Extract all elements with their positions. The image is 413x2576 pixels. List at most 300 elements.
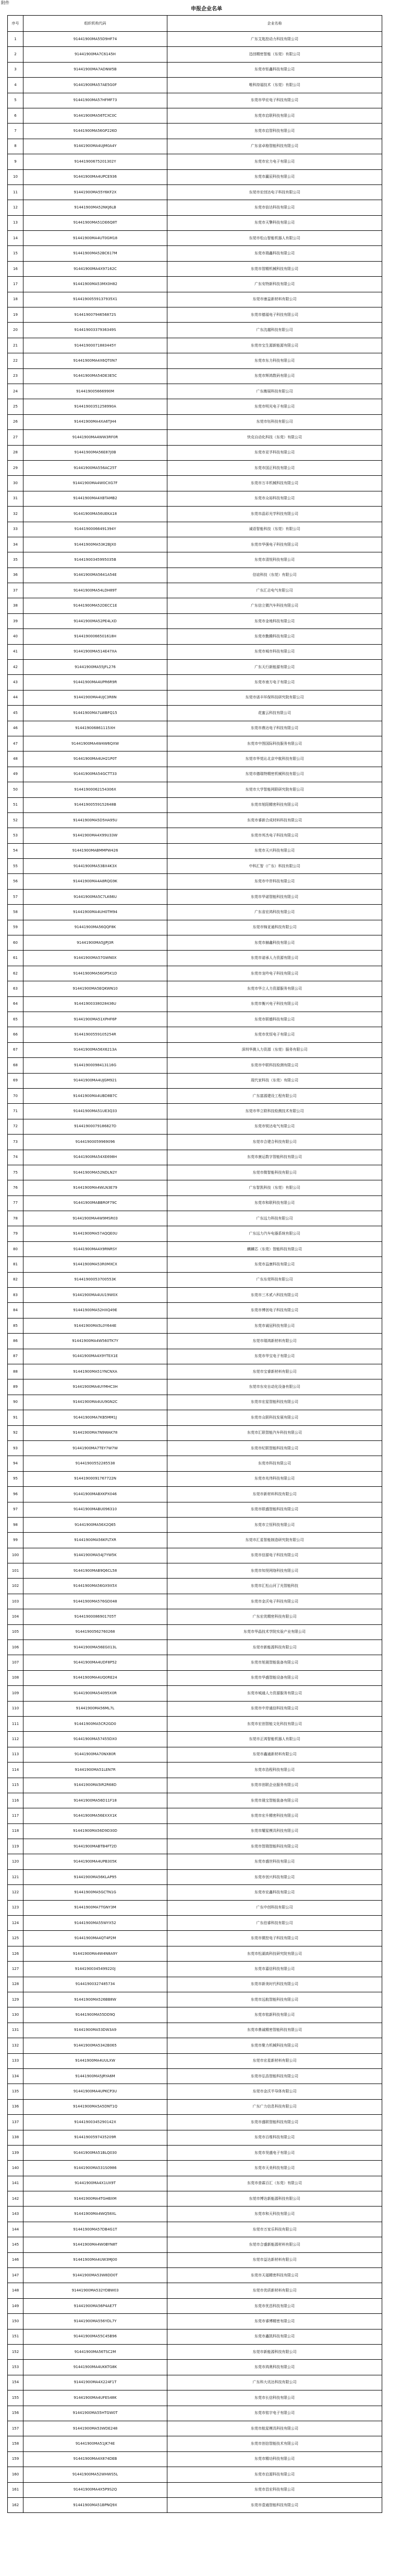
row-index: 19 xyxy=(8,307,23,323)
row-index: 28 xyxy=(8,445,23,460)
row-org-code: 91441900MA556YDL7Y xyxy=(23,2314,167,2329)
row-org-code: 91441900MA576GD048 xyxy=(23,1594,167,1609)
row-index: 74 xyxy=(8,1150,23,1165)
row-org-code: 91441900MA56D9D30D xyxy=(23,1823,167,1839)
table-row xyxy=(8,139,382,154)
table-row xyxy=(8,1379,382,1395)
row-org-code: 91441900MA52BC617M xyxy=(23,246,167,261)
row-org-code: 91441900MA56EG013L xyxy=(23,1640,167,1655)
table-row xyxy=(8,1533,382,1548)
row-index: 42 xyxy=(8,660,23,675)
row-index: 55 xyxy=(8,859,23,874)
table-body xyxy=(8,32,382,2513)
row-index: 92 xyxy=(8,1425,23,1440)
row-company-name: 东莞市新能源科技有限公司 xyxy=(167,2344,382,2359)
row-org-code: 91441900MA4UJC3R8N xyxy=(23,690,167,705)
row-company-name: 东莞市新材料科技有限公司 xyxy=(167,1487,382,1502)
table-row xyxy=(8,1195,382,1211)
row-org-code: 91441900MA5GCTN1G xyxy=(23,1885,167,1900)
row-company-name: 东莞市赢辰科技有限公司 xyxy=(167,169,382,184)
row-index: 136 xyxy=(8,2099,23,2114)
row-org-code: 91441900MA56GP226D xyxy=(23,124,167,139)
row-org-code: 91441900MA5641A54E xyxy=(23,568,167,583)
table-row xyxy=(8,644,382,659)
row-index: 22 xyxy=(8,353,23,368)
row-company-name: 东莞市长信科技有限公司 xyxy=(167,2390,382,2406)
row-org-code: 91441900MA4QT4P2M xyxy=(23,1931,167,1946)
row-index: 13 xyxy=(8,215,23,230)
row-org-code: 91441900MA4UBD8B7C xyxy=(23,1088,167,1103)
table-row xyxy=(8,2207,382,2222)
row-org-code: 91441900MA5CR2GD0 xyxy=(23,1716,167,1731)
row-org-code: 91441900066491394Y xyxy=(23,522,167,537)
row-index: 137 xyxy=(8,2115,23,2130)
row-index: 105 xyxy=(8,1624,23,1640)
row-company-name: 东莞市宝睿新材料有限公司 xyxy=(167,1364,382,1379)
row-index: 157 xyxy=(8,2421,23,2436)
table-row xyxy=(8,1563,382,1579)
table-row xyxy=(8,537,382,552)
row-company-name: 东莞市鸿奥科技有限公司 xyxy=(167,2360,382,2375)
row-index: 86 xyxy=(8,1334,23,1349)
row-index: 9 xyxy=(8,154,23,169)
table-row xyxy=(8,1900,382,1915)
row-org-code: 91441900MA4WW3RF0R xyxy=(23,430,167,445)
table-row xyxy=(8,1502,382,1517)
row-company-name: 东莞市瑞鑫科技有限公司 xyxy=(167,246,382,261)
row-index: 101 xyxy=(8,1563,23,1579)
row-index: 141 xyxy=(8,2176,23,2191)
table-row xyxy=(8,1624,382,1640)
row-org-code: 91441900MA53R0MXCX xyxy=(23,1257,167,1272)
row-index: 112 xyxy=(8,1732,23,1747)
row-company-name: 东莞市清悦科技有限公司 xyxy=(167,552,382,568)
table-row xyxy=(8,1946,382,1961)
row-index: 51 xyxy=(8,797,23,812)
row-org-code: 91441900337936349S xyxy=(23,323,167,338)
row-index: 47 xyxy=(8,736,23,751)
row-index: 17 xyxy=(8,277,23,292)
row-org-code: 91441900MA56X2Q65 xyxy=(23,1517,167,1532)
row-company-name: 东莞市新能源科技有限公司 xyxy=(167,1640,382,1655)
row-org-code: 91441900MA4A8RQG9K xyxy=(23,874,167,889)
row-index: 48 xyxy=(8,751,23,767)
table-row xyxy=(8,706,382,721)
table-row xyxy=(8,721,382,736)
table-row xyxy=(8,1487,382,1502)
row-org-code: 91441900MA5A5DNT1Q xyxy=(23,2099,167,2114)
row-index: 81 xyxy=(8,1257,23,1272)
table-row xyxy=(8,2390,382,2406)
row-index: 111 xyxy=(8,1716,23,1731)
row-index: 40 xyxy=(8,629,23,644)
header-org-code: 组织机构代码 xyxy=(23,16,167,32)
row-org-code: 91441900MA51JK74E xyxy=(23,2436,167,2451)
table-row xyxy=(8,996,382,1012)
table-row xyxy=(8,1548,382,1563)
row-index: 83 xyxy=(8,1288,23,1303)
table-row xyxy=(8,1318,382,1333)
row-company-name: 快克自动化科技（东莞）有限公司 xyxy=(167,430,382,445)
row-index: 93 xyxy=(8,1440,23,1456)
table-row xyxy=(8,277,382,292)
table-row xyxy=(8,292,382,307)
row-index: 115 xyxy=(8,1778,23,1793)
row-org-code: 91441900MA57DB4G1T xyxy=(23,2222,167,2237)
row-index: 156 xyxy=(8,2406,23,2421)
table-row xyxy=(8,32,382,47)
row-index: 91 xyxy=(8,1410,23,1425)
row-org-code: 91441900MA4UJM0A4Y xyxy=(23,139,167,154)
row-index: 143 xyxy=(8,2207,23,2222)
row-company-name: 东莞市德瑞特精密机械科技有限公司 xyxy=(167,767,382,782)
row-index: 73 xyxy=(8,1135,23,1150)
row-org-code: 91441900MA4UPCE936 xyxy=(23,169,167,184)
row-org-code: 91441900053700553K xyxy=(23,1272,167,1287)
row-company-name: 东莞市优恒电子有限公司 xyxy=(167,1027,382,1042)
row-org-code: 91441900MABMMPW426 xyxy=(23,843,167,858)
row-index: 107 xyxy=(8,1655,23,1670)
row-org-code: 91441900MA55HTGW0T xyxy=(23,2406,167,2421)
row-index: 60 xyxy=(8,935,23,951)
row-org-code: 91441900MA51XPHF6P xyxy=(23,1012,167,1027)
row-company-name: 东莞市知昊网络科技有限公司 xyxy=(167,1563,382,1579)
table-row xyxy=(8,1364,382,1379)
row-index: 7 xyxy=(8,124,23,139)
row-company-name: 东莞市康运数字智能科技有限公司 xyxy=(167,1150,382,1165)
table-row xyxy=(8,1395,382,1410)
row-company-name: 东莞市昌宏科技有限公司 xyxy=(167,2482,382,2497)
row-company-name: 东莞市汇星智能制造研究院有限公司 xyxy=(167,1533,382,1548)
table-row xyxy=(8,1517,382,1532)
row-index: 41 xyxy=(8,644,23,659)
table-row xyxy=(8,1042,382,1057)
row-org-code: 91441900MABXKPX046 xyxy=(23,1487,167,1502)
table-row xyxy=(8,491,382,506)
row-index: 117 xyxy=(8,1808,23,1823)
row-index: 125 xyxy=(8,1931,23,1946)
row-org-code: 91441900MA4UU19W0X xyxy=(23,1288,167,1303)
row-company-name: 东莞市瑞鸿新材料有限公司 xyxy=(167,1334,382,1349)
row-company-name: 东莞市壹通智能科技有限公司 xyxy=(167,2497,382,2512)
table-row xyxy=(8,93,382,108)
row-index: 97 xyxy=(8,1502,23,1517)
row-company-name: 广东远力汽车电器系统有限公司 xyxy=(167,1226,382,1241)
row-company-name: 东莞市鑫凯科技有限公司 xyxy=(167,2329,382,2344)
row-org-code: 91441900MA56E87J0B xyxy=(23,445,167,460)
table-row xyxy=(8,108,382,123)
table-row xyxy=(8,2421,382,2436)
row-company-name: 东莞市南方电子有限公司 xyxy=(167,675,382,690)
row-company-name: 中科汇智（广东）科技有限公司 xyxy=(167,859,382,874)
row-index: 37 xyxy=(8,583,23,598)
row-company-name: 东莞市大学智能网联研究院有限公司 xyxy=(167,782,382,797)
row-company-name: 东莞市微控电子科技有限公司 xyxy=(167,1931,382,1946)
row-org-code: 91441900MA7C6145H xyxy=(23,47,167,62)
row-company-name: 东莞市辉鸿数码有限公司 xyxy=(167,368,382,384)
row-index: 12 xyxy=(8,200,23,215)
table-row xyxy=(8,1701,382,1716)
row-org-code: 91441900MA56EXXX1K xyxy=(23,1808,167,1823)
row-company-name: 东莞市康益新材料有限公司 xyxy=(167,292,382,307)
row-index: 148 xyxy=(8,2283,23,2298)
row-company-name: 花蜜云科技有限公司 xyxy=(167,706,382,721)
row-org-code: 91441900MA54XE698H xyxy=(23,1150,167,1165)
row-index: 85 xyxy=(8,1318,23,1333)
row-company-name: 东莞市华立联科技检测技术有限公司 xyxy=(167,1104,382,1119)
row-index: 71 xyxy=(8,1104,23,1119)
row-index: 102 xyxy=(8,1579,23,1594)
row-index: 53 xyxy=(8,828,23,843)
table-row xyxy=(8,47,382,62)
table-row xyxy=(8,2298,382,2313)
table-row xyxy=(8,2084,382,2099)
row-company-name: 东莞市鼎诚精密智能科技有限公司 xyxy=(167,2023,382,2038)
row-org-code: 91441900MA51BLQ030 xyxy=(23,2145,167,2160)
table-row xyxy=(8,476,382,491)
row-org-code: 91441900MA54GCTT33 xyxy=(23,767,167,782)
row-company-name: 东莞市启源科技有限公司 xyxy=(167,2467,382,2482)
table-row xyxy=(8,445,382,460)
row-org-code: 914419005666990M xyxy=(23,384,167,399)
row-index: 65 xyxy=(8,1012,23,1027)
row-company-name: 唯科持福技术（东莞）有限公司 xyxy=(167,78,382,93)
company-table xyxy=(7,15,382,2513)
row-org-code: 91441900MA4UH0TM94 xyxy=(23,905,167,920)
row-company-name: 东莞市远航智能科技有限公司 xyxy=(167,1992,382,2007)
row-company-name: 东莞市优昌科技有限公司 xyxy=(167,2298,382,2313)
table-row xyxy=(8,368,382,384)
row-org-code: 91441900MA7KB5MM1J xyxy=(23,1410,167,1425)
row-index: 66 xyxy=(8,1027,23,1042)
row-company-name: 东莞市宏创达电子科技有限公司 xyxy=(167,184,382,200)
row-org-code: 91441900MA7N9WAK78 xyxy=(23,1425,167,1440)
table-row xyxy=(8,78,382,93)
table-row xyxy=(8,828,382,843)
row-company-name: 东莞市精功科技有限公司 xyxy=(167,2451,382,2467)
row-index: 44 xyxy=(8,690,23,705)
row-company-name: 东莞市信源电子科技有限公司 xyxy=(167,1548,382,1563)
row-index: 61 xyxy=(8,951,23,966)
row-org-code: 91441900MA5JJPJ3R xyxy=(23,935,167,951)
table-row xyxy=(8,1609,382,1624)
table-row xyxy=(8,2467,382,2482)
row-company-name: 东莞市兆伟科技有限公司 xyxy=(167,1471,382,1486)
row-company-name: 东莞市优质新材料有限公司 xyxy=(167,2283,382,2298)
row-company-name: 东莞市华晶技术学院实验产业有限公司 xyxy=(167,1624,382,1640)
row-org-code: 91441900091767722N xyxy=(23,1471,167,1486)
table-row xyxy=(8,1992,382,2007)
row-index: 70 xyxy=(8,1088,23,1103)
row-org-code: 91441900MA4UDF8P52 xyxy=(23,1655,167,1670)
table-row xyxy=(8,1732,382,1747)
table-row xyxy=(8,1640,382,1655)
row-org-code: 91441900MA532YDBW03 xyxy=(23,2283,167,2298)
attachment-label: 附件 xyxy=(1,1,9,5)
row-index: 116 xyxy=(8,1793,23,1808)
row-company-name: 东莞市旭晟智能装备有限公司 xyxy=(167,1655,382,1670)
table-row xyxy=(8,1349,382,1364)
row-index: 76 xyxy=(8,1180,23,1195)
row-company-name: 东莞市宏星新材料有限公司 xyxy=(167,2053,382,2068)
row-company-name: 东莞市智瑞智能科技有限公司 xyxy=(167,1839,382,1854)
row-index: 94 xyxy=(8,1456,23,1471)
row-org-code: 91441900MA52WHWS5L xyxy=(23,2467,167,2482)
row-company-name: 东莞市华诺智能科技有限公司 xyxy=(167,889,382,904)
table-row xyxy=(8,1823,382,1839)
row-company-name: 东莞市睿新合成材料科技有限公司 xyxy=(167,812,382,828)
row-org-code: 91441900MA4UPR6R9R xyxy=(23,675,167,690)
row-company-name: 东莞市中联科技检测有限公司 xyxy=(167,1058,382,1073)
row-org-code: 91441900066501618H xyxy=(23,629,167,644)
row-org-code: 91441900MA4X9YTEX1E xyxy=(23,1349,167,1364)
row-org-code: 91441900MA5JRYA6M xyxy=(23,2068,167,2084)
row-org-code: 91441900MA4UQ0RE24 xyxy=(23,1670,167,1685)
row-index: 88 xyxy=(8,1364,23,1379)
row-company-name: 东莞市聚力机械科技有限公司 xyxy=(167,2038,382,2053)
row-org-code: 91441900MA55JFL276 xyxy=(23,660,167,675)
row-company-name: 东莞市晶彩光学科技有限公司 xyxy=(167,507,382,522)
row-index: 11 xyxy=(8,184,23,200)
row-company-name: 广东天行新能源有限公司 xyxy=(167,660,382,675)
row-company-name: 东莞市邦杰电子科技有限公司 xyxy=(167,828,382,843)
row-company-name: 东莞市衡兴电子科技有限公司 xyxy=(167,996,382,1012)
row-org-code: 91441900MA4UJGM921 xyxy=(23,1073,167,1088)
row-company-name: 东莞市华宝电子有限公司 xyxy=(167,1349,382,1364)
table-row xyxy=(8,1058,382,1073)
row-company-name: 东莞市赫鑫科技有限公司 xyxy=(167,935,382,951)
table-row xyxy=(8,1135,382,1150)
table-row xyxy=(8,1272,382,1287)
row-company-name: 东莞市博达新能源科技有限公司 xyxy=(167,2191,382,2207)
table-row xyxy=(8,307,382,323)
table-row xyxy=(8,920,382,935)
row-org-code: 91441900MA7ADNW5B xyxy=(23,62,167,77)
row-company-name: 东莞市益达新材料有限公司 xyxy=(167,2252,382,2267)
row-index: 54 xyxy=(8,843,23,858)
table-row xyxy=(8,2375,382,2390)
row-org-code: 91441900MA51YNCNXA xyxy=(23,1364,167,1379)
row-org-code: 91441900MA5IR2R68D xyxy=(23,1778,167,1793)
row-index: 45 xyxy=(8,706,23,721)
row-org-code: 914419006861115XH xyxy=(23,721,167,736)
row-org-code: 91441900MA56D11F18 xyxy=(23,1793,167,1808)
table-row xyxy=(8,1977,382,1992)
row-index: 46 xyxy=(8,721,23,736)
table-row xyxy=(8,552,382,568)
row-org-code: 91441900MA4UULXW xyxy=(23,2053,167,2068)
row-index: 20 xyxy=(8,323,23,338)
row-index: 6 xyxy=(8,108,23,123)
row-index: 100 xyxy=(8,1548,23,1563)
table-row xyxy=(8,1012,382,1027)
row-org-code: 91441900MA56TSC2M xyxy=(23,2344,167,2359)
row-company-name: 广东智凯科技（东莞）有限公司 xyxy=(167,1180,382,1195)
row-company-name: 东莞市锐达电气有限公司 xyxy=(167,1119,382,1134)
row-company-name: 东莞市华莞沁北京中航科技有限公司 xyxy=(167,751,382,767)
row-org-code: 91441900MA4X1UX9T xyxy=(23,2176,167,2191)
row-org-code: 91441900MA4X9RNRSY xyxy=(23,1241,167,1256)
page-title: 申报企业名单 xyxy=(191,6,222,12)
row-org-code: 91441900MA56KFLTXR xyxy=(23,1533,167,1548)
row-org-code: 91441900MA51UE3Q33 xyxy=(23,1104,167,1119)
row-company-name: 东莞市中岸科技有限公司 xyxy=(167,874,382,889)
row-company-name: 东莞市亚孚科技有限公司 xyxy=(167,445,382,460)
row-index: 124 xyxy=(8,1916,23,1931)
row-company-name: 东莞市鑫通新材料有限公司 xyxy=(167,1747,382,1762)
row-index: 24 xyxy=(8,384,23,399)
table-row xyxy=(8,2283,382,2298)
row-index: 79 xyxy=(8,1226,23,1241)
row-company-name: 东莞市钰科技有限公司 xyxy=(167,414,382,429)
row-org-code: 91441900MA526BB8W xyxy=(23,1992,167,2007)
row-org-code: 91441900MA556AC25T xyxy=(23,460,167,475)
table-row xyxy=(8,568,382,583)
row-index: 162 xyxy=(8,2497,23,2512)
row-index: 30 xyxy=(8,476,23,491)
table-row xyxy=(8,1471,382,1486)
row-org-code: 91441900559152648B xyxy=(23,797,167,812)
row-org-code: 91441900MA54DE3E5C xyxy=(23,368,167,384)
table-row xyxy=(8,2344,382,2359)
row-company-name: 东莞市松山智能机器人有限公司 xyxy=(167,231,382,246)
row-index: 153 xyxy=(8,2360,23,2375)
table-row xyxy=(8,1931,382,1946)
row-org-code: 91441900MA4WQ58XL xyxy=(23,2207,167,2222)
row-org-code: 91441900MA53MX0H82 xyxy=(23,277,167,292)
row-company-name: 东莞市金沃电子科技有限公司 xyxy=(167,1594,382,1609)
row-company-name: 东莞市宏升精密科技有限公司 xyxy=(167,1808,382,1823)
row-index: 77 xyxy=(8,1195,23,1211)
row-company-name: 东莞市天擎科技有限公司 xyxy=(167,215,382,230)
row-index: 126 xyxy=(8,1946,23,1961)
table-row xyxy=(8,981,382,996)
table-row xyxy=(8,2007,382,2023)
table-row xyxy=(8,1869,382,1884)
table-row xyxy=(8,1241,382,1256)
row-org-code: 91441900MA4X97162C xyxy=(23,261,167,276)
row-company-name: 深圳华测人力资源（东莞）服务有限公司 xyxy=(167,1042,382,1057)
row-index: 1 xyxy=(8,32,23,47)
table-row xyxy=(8,782,382,797)
table-row xyxy=(8,2406,382,2421)
row-index: 72 xyxy=(8,1119,23,1134)
row-index: 134 xyxy=(8,2068,23,2084)
row-org-code: 91441900MA5C7LK66U xyxy=(23,889,167,904)
row-company-name: 东莞市勤腾科技有限公司 xyxy=(167,629,382,644)
row-company-name: 东莞市合建合科技有限公司 xyxy=(167,1135,382,1150)
row-org-code: 91441900MA4TGHBXM xyxy=(23,2191,167,2207)
table-row xyxy=(8,2023,382,2038)
row-company-name: 东莞市汇联智能汽车科技有限公司 xyxy=(167,1425,382,1440)
row-index: 78 xyxy=(8,1211,23,1226)
row-company-name: 东莞市东力科技有限公司 xyxy=(167,353,382,368)
row-index: 158 xyxy=(8,2436,23,2451)
row-org-code: 91441900MA56P4AE7T xyxy=(23,2298,167,2313)
table-row xyxy=(8,2360,382,2375)
row-company-name: 广东科大讯达科技有限公司 xyxy=(167,2375,382,2390)
row-org-code: 91441900086901705T xyxy=(23,1609,167,1624)
row-org-code: 91441900559105254R xyxy=(23,1027,167,1042)
row-org-code: 91441900MAB9Q6CL58 xyxy=(23,1563,167,1579)
row-org-code: 91441900MA4UT0GM18 xyxy=(23,231,167,246)
row-index: 154 xyxy=(8,2375,23,2390)
table-row xyxy=(8,2038,382,2053)
row-org-code: 91441900MA4UH21P0T xyxy=(23,751,167,767)
row-org-code: 91441900MA531S0986 xyxy=(23,2161,167,2176)
row-org-code: 91441900MA4W0CXG7F xyxy=(23,476,167,491)
row-org-code: 91441900MA52PE4LXD xyxy=(23,613,167,628)
